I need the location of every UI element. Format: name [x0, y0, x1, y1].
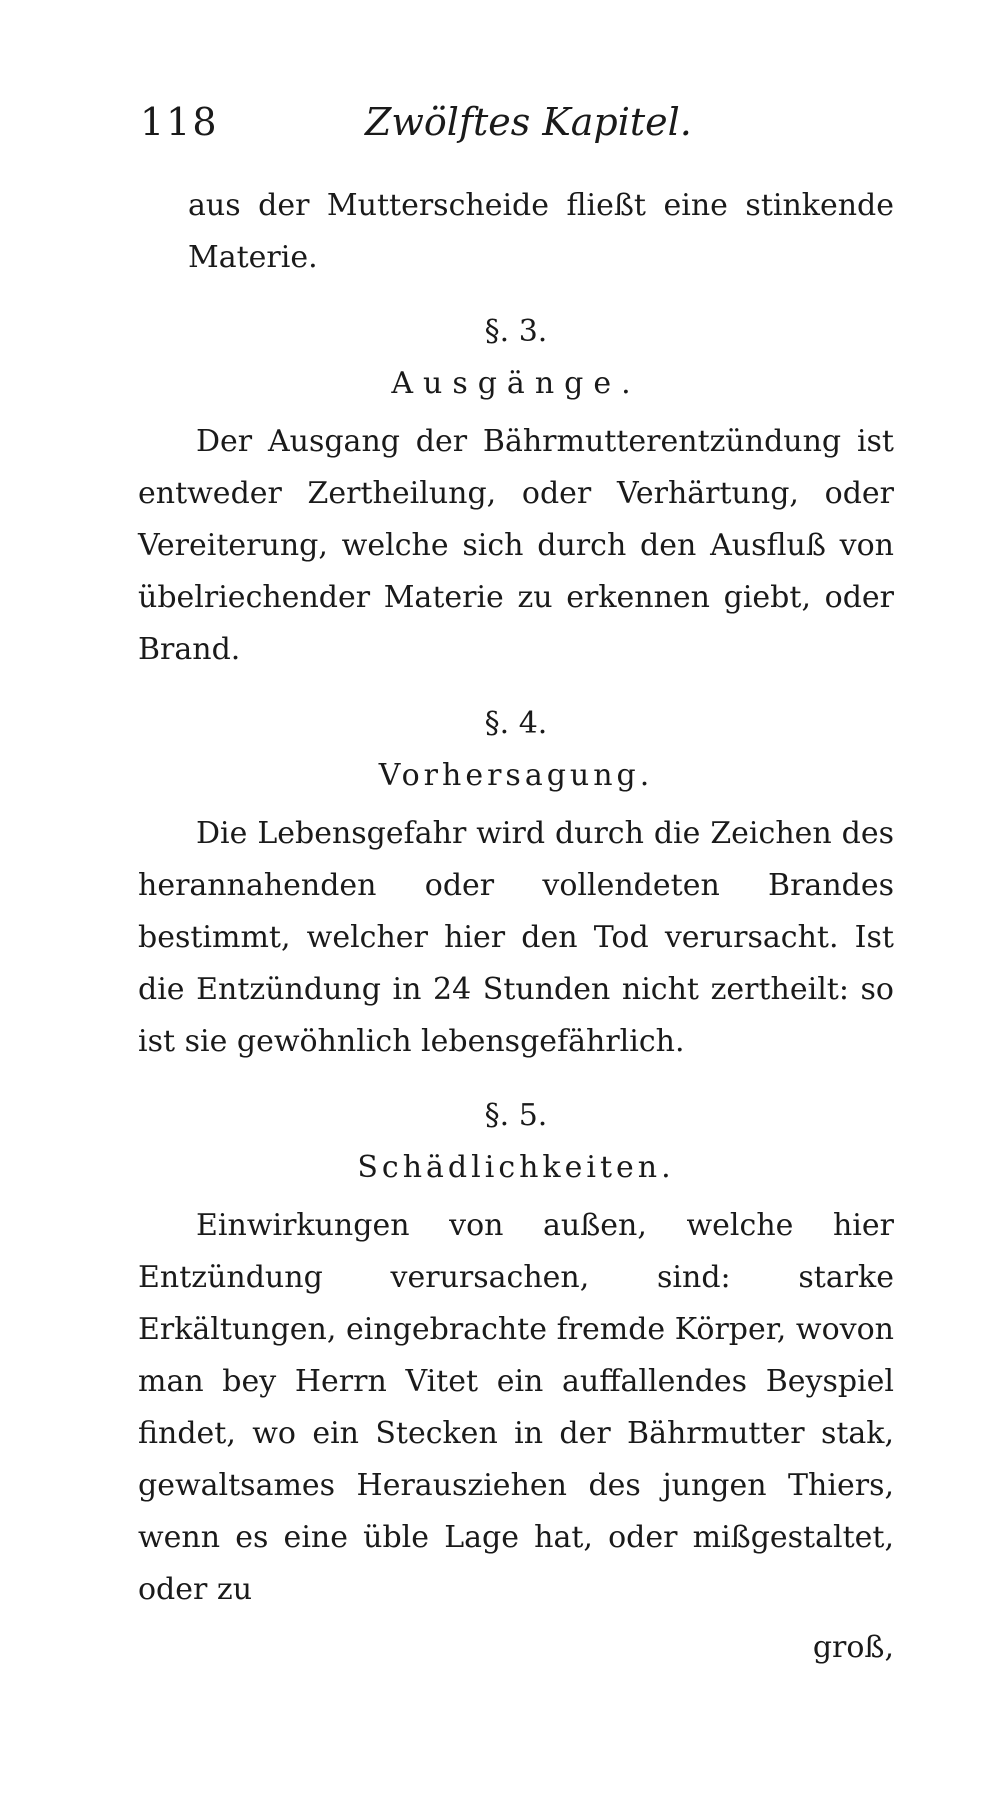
page-body — [138, 180, 894, 1674]
section-title: Vorhersagung. — [378, 758, 654, 793]
section-title: Schädlichkeiten. — [357, 1150, 675, 1185]
section-3 — [138, 306, 894, 676]
section-number: §. 3. — [484, 314, 548, 349]
page-header — [140, 100, 880, 160]
section-4 — [138, 698, 894, 1068]
section-5 — [138, 1090, 894, 1616]
section-paragraph: Einwirkungen von außen, welche hier Entzündung verursachen, sind: starke Erkältungen, eingebrachte fremde Körper, wovon man bey Herrn Vitet ein auffallendes Beyspiel findet, wo ein Stecken in der Bährmutter stak, gewaltsames Herausziehen des jungen Thiers, wenn es eine üble Lage hat, oder mißgestaltet, oder zu — [138, 1208, 894, 1607]
section-paragraph: Der Ausgang der Bährmutterentzündung ist entweder Zertheilung, oder Verhärtung, oder Vereiterung, welche sich durch den Ausfluß von übelriechender Materie zu erkennen giebt, oder Brand. — [138, 424, 894, 667]
section-paragraph: Die Lebensgefahr wird durch die Zeichen des herannahenden oder vollendeten Brandes bestimmt, welcher hier den Tod verursacht. Ist die Entzündung in 24 Stunden nicht zertheilt: so ist sie gewöhnlich lebensgefährlich. — [138, 816, 894, 1059]
running-title: Zwölftes Kapitel. — [365, 100, 692, 144]
section-number: §. 4. — [484, 706, 548, 741]
page-number: 118 — [140, 100, 219, 144]
continuation-paragraph: aus der Mutterscheide fließt eine stinkende Materie. — [188, 188, 894, 275]
catchword: groß, — [812, 1630, 894, 1665]
section-title: Ausgänge. — [391, 366, 641, 401]
section-number: §. 5. — [484, 1098, 548, 1133]
